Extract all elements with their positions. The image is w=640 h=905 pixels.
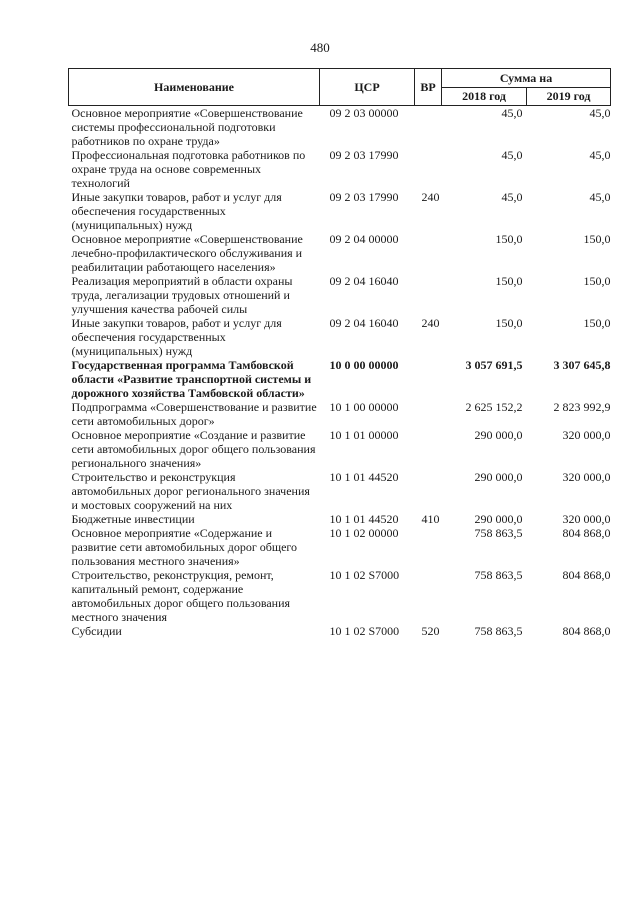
row-name: Иные закупки товаров, работ и услуг для обеспечения государственных (муниципальных) нужд bbox=[71, 190, 282, 232]
row-sum-2019: 320 000,0 bbox=[562, 470, 611, 484]
row-csr: 10 1 02 S7000 bbox=[329, 568, 400, 582]
table-row bbox=[69, 148, 611, 190]
row-name: Профессиональная подготовка работников по охране труда на основе современных технологий bbox=[71, 148, 306, 190]
row-csr: 10 1 01 44520 bbox=[329, 512, 399, 526]
header-csr: ЦСР bbox=[320, 69, 415, 106]
table-row bbox=[69, 624, 611, 638]
row-csr: 10 1 02 S7000 bbox=[329, 624, 400, 638]
row-vr bbox=[415, 274, 442, 316]
row-csr: 10 1 00 00000 bbox=[329, 400, 399, 414]
row-csr: 09 2 04 16040 bbox=[329, 316, 399, 330]
row-sum-2019: 45,0 bbox=[589, 148, 611, 162]
table-row bbox=[69, 400, 611, 428]
row-csr: 10 1 01 00000 bbox=[329, 428, 399, 442]
row-name: Строительство и реконструкция автомобильных дорог регионального значения и мостовых сооружений на них bbox=[71, 470, 310, 512]
row-vr: 240 bbox=[421, 190, 440, 204]
row-csr: 09 2 03 17990 bbox=[329, 190, 399, 204]
row-vr bbox=[415, 526, 442, 568]
row-name: Бюджетные инвестиции bbox=[71, 512, 195, 526]
row-name: Субсидии bbox=[71, 624, 122, 638]
header-vr: ВР bbox=[415, 69, 442, 106]
row-sum-2018: 45,0 bbox=[501, 190, 523, 204]
header-year-2019: 2019 год bbox=[527, 87, 611, 106]
row-vr bbox=[415, 358, 442, 400]
row-vr: 240 bbox=[421, 316, 440, 330]
row-vr bbox=[415, 232, 442, 274]
row-sum-2018: 150,0 bbox=[495, 274, 523, 288]
row-sum-2018: 758 863,5 bbox=[474, 526, 523, 540]
row-sum-2019: 804 868,0 bbox=[562, 624, 611, 638]
table-row bbox=[69, 274, 611, 316]
row-sum-2018: 290 000,0 bbox=[474, 512, 523, 526]
row-sum-2018: 150,0 bbox=[495, 316, 523, 330]
row-vr bbox=[415, 568, 442, 624]
budget-table bbox=[68, 68, 611, 638]
table-row bbox=[69, 526, 611, 568]
table-body bbox=[69, 106, 611, 639]
table-row-program bbox=[69, 358, 611, 400]
row-sum-2018: 290 000,0 bbox=[474, 428, 523, 442]
table-row bbox=[69, 470, 611, 512]
header-sum-on: Сумма на bbox=[442, 69, 611, 88]
row-sum-2018: 758 863,5 bbox=[474, 568, 523, 582]
row-name: Строительство, реконструкция, ремонт, капитальный ремонт, содержание автомобильных дорог общего пользования местного значения bbox=[71, 568, 291, 624]
row-csr: 09 2 03 17990 bbox=[329, 148, 399, 162]
row-sum-2019: 320 000,0 bbox=[562, 512, 611, 526]
row-csr: 09 2 03 00000 bbox=[329, 106, 399, 120]
page-number: 480 bbox=[310, 40, 330, 55]
table-row bbox=[69, 232, 611, 274]
row-csr: 10 1 02 00000 bbox=[329, 526, 399, 540]
row-sum-2019: 2 823 992,9 bbox=[553, 400, 611, 414]
row-name: Подпрограмма «Совершенствование и развитие сети автомобильных дорог» bbox=[71, 400, 317, 428]
row-name: Основное мероприятие «Совершенствование лечебно-профилактического обслуживания и реабилитации работающего населения» bbox=[71, 232, 303, 274]
table-row bbox=[69, 106, 611, 149]
header-year-2018: 2018 год bbox=[442, 87, 527, 106]
row-vr bbox=[415, 400, 442, 428]
row-csr: 09 2 04 16040 bbox=[329, 274, 399, 288]
table-row bbox=[69, 428, 611, 470]
row-sum-2018: 758 863,5 bbox=[474, 624, 523, 638]
row-name: Государственная программа Тамбовской области «Развитие транспортной системы и дорожного хозяйства Тамбовской области» bbox=[71, 358, 312, 400]
row-sum-2019: 3 307 645,8 bbox=[553, 358, 611, 372]
row-vr: 410 bbox=[421, 512, 440, 526]
row-sum-2019: 320 000,0 bbox=[562, 428, 611, 442]
row-sum-2018: 45,0 bbox=[501, 148, 523, 162]
row-name: Основное мероприятие «Создание и развитие сети автомобильных дорог общего пользования регионального значения» bbox=[71, 428, 316, 470]
row-sum-2019: 45,0 bbox=[589, 190, 611, 204]
row-sum-2018: 3 057 691,5 bbox=[465, 358, 523, 372]
row-name: Реализация мероприятий в области охраны труда, легализации трудовых отношений и улучшения качества рабочей силы bbox=[71, 274, 293, 316]
row-sum-2019: 804 868,0 bbox=[562, 526, 611, 540]
table-row bbox=[69, 512, 611, 526]
table-row bbox=[69, 190, 611, 232]
row-sum-2019: 150,0 bbox=[583, 316, 611, 330]
row-name: Основное мероприятие «Совершенствование системы профессиональной подготовки работников по охране труда» bbox=[71, 106, 303, 148]
row-name: Иные закупки товаров, работ и услуг для обеспечения государственных (муниципальных) нужд bbox=[71, 316, 282, 358]
row-sum-2018: 290 000,0 bbox=[474, 470, 523, 484]
row-vr bbox=[415, 148, 442, 190]
header-name: Наименование bbox=[69, 69, 320, 106]
row-csr: 10 0 00 00000 bbox=[329, 358, 399, 372]
row-vr bbox=[415, 470, 442, 512]
row-sum-2018: 150,0 bbox=[495, 232, 523, 246]
row-sum-2019: 150,0 bbox=[583, 274, 611, 288]
table-row bbox=[69, 316, 611, 358]
row-sum-2018: 2 625 152,2 bbox=[465, 400, 523, 414]
table-row bbox=[69, 568, 611, 624]
row-sum-2019: 804 868,0 bbox=[562, 568, 611, 582]
row-sum-2019: 150,0 bbox=[583, 232, 611, 246]
row-vr bbox=[415, 106, 442, 149]
row-vr bbox=[415, 428, 442, 470]
row-csr: 10 1 01 44520 bbox=[329, 470, 399, 484]
row-name: Основное мероприятие «Содержание и развитие сети автомобильных дорог общего пользования местного значения» bbox=[71, 526, 298, 568]
row-vr: 520 bbox=[421, 624, 440, 638]
row-sum-2019: 45,0 bbox=[589, 106, 611, 120]
row-csr: 09 2 04 00000 bbox=[329, 232, 399, 246]
row-sum-2018: 45,0 bbox=[501, 106, 523, 120]
